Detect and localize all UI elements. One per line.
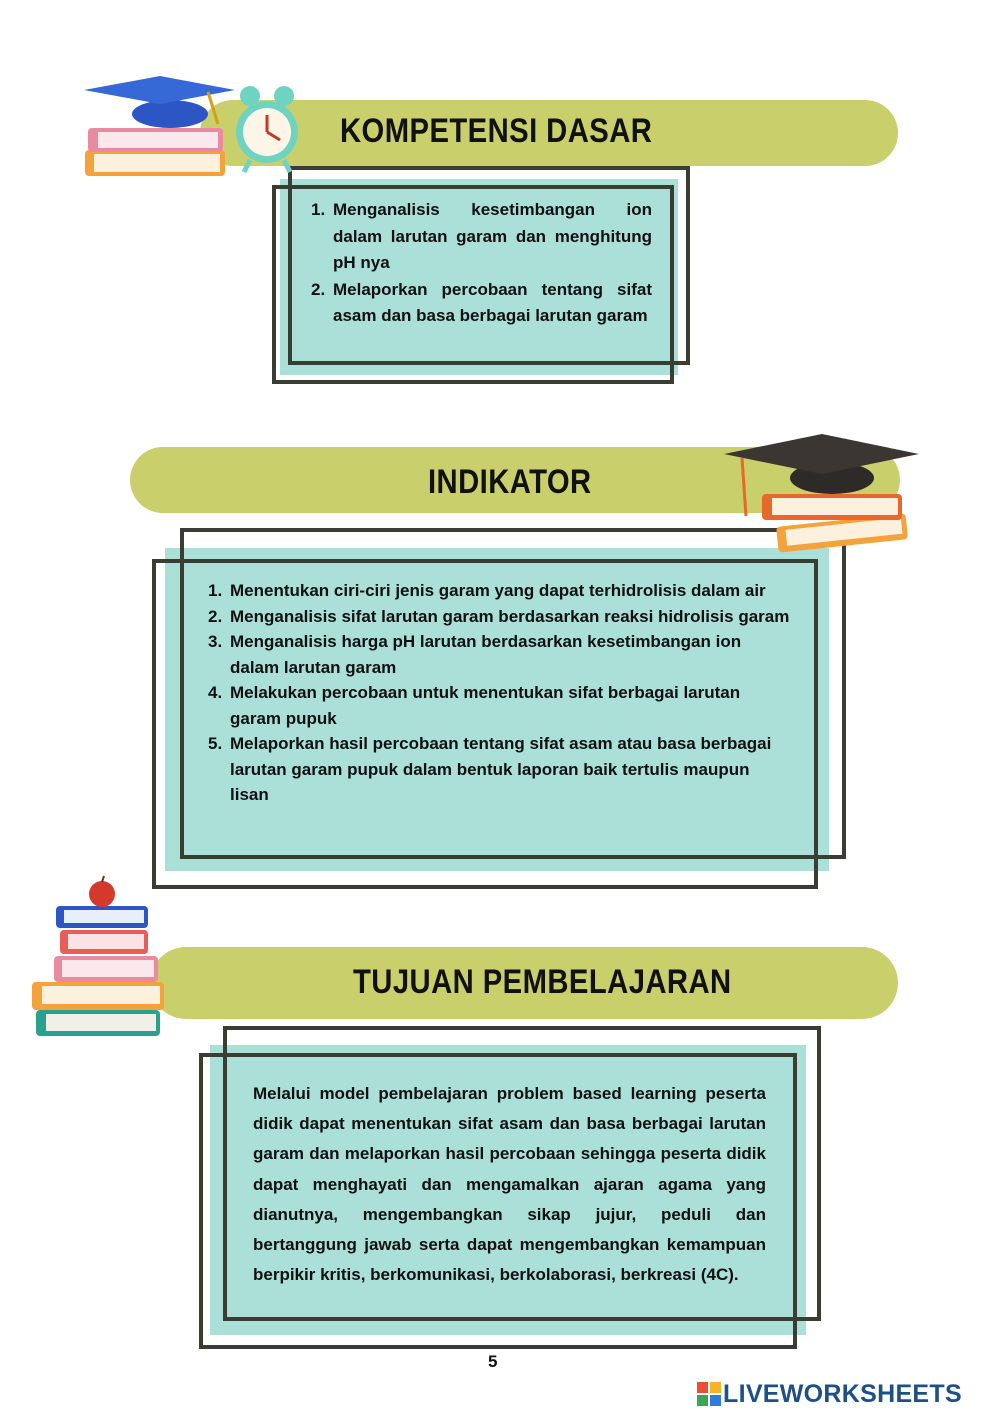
- item-number: 3.: [208, 632, 223, 651]
- indikator-title: INDIKATOR: [428, 463, 592, 501]
- list-item: [208, 604, 792, 630]
- item-number: 2.: [311, 279, 326, 299]
- liveworksheets-brand: [697, 1376, 962, 1412]
- item-number: 1.: [208, 581, 223, 600]
- item-number: 2.: [208, 606, 223, 626]
- list-item: [208, 680, 792, 731]
- brand-name: LIVEWORKSHEETS: [723, 1379, 962, 1408]
- list-item: [208, 629, 792, 680]
- item-text: Menganalisis kesetimbangan ion dalam larutan garam dan menghitung pH nya: [333, 200, 652, 272]
- alarm-clock-icon: [232, 82, 302, 177]
- indikator-list: [208, 578, 792, 808]
- tujuan-paragraph: Melalui model pembelajaran problem based learning peserta didik dapat menentukan sifat asam dan basa berbagai larutan garam dan melaporkan hasil percobaan sehingga peserta didik dapat menghayati dan mengamalkan ajaran agama yang dianutnya, mengembangkan sikap jujur, peduli dan bertanggung jawab serta dapat mengembangkan kemampuan berpikir kritis, berkomunikasi, berkolaborasi, berkreasi (4C).: [253, 1084, 766, 1285]
- kompetensi-title: KOMPETENSI DASAR: [340, 112, 653, 150]
- list-item: [311, 277, 652, 330]
- graduation-cap-books-icon: [80, 70, 240, 190]
- item-number: 4.: [208, 683, 223, 702]
- book-stack-apple-icon: [30, 880, 170, 1045]
- graduation-cap-books-icon: [722, 432, 922, 557]
- item-text: Melakukan percobaan untuk menentukan sifat berbagai larutan garam pupuk: [230, 683, 741, 728]
- item-text: Melaporkan percobaan tentang sifat asam dan basa berbagai larutan garam: [333, 279, 652, 325]
- item-text: Menganalisis harga pH larutan berdasarkan kesetimbangan ion dalam larutan garam: [230, 632, 742, 677]
- item-text: Menganalisis sifat larutan garam berdasarkan reaksi hidrolisis garam: [230, 606, 790, 626]
- item-text: Melaporkan hasil percobaan tentang sifat asam atau basa berbagai larutan garam pupuk dalam bentuk laporan baik tertulis maupun lisan: [230, 734, 772, 804]
- item-number: 5.: [208, 734, 223, 753]
- list-item: [208, 578, 792, 604]
- page-number: 5: [488, 1352, 498, 1371]
- tujuan-title: TUJUAN PEMBELAJARAN: [353, 963, 732, 1001]
- kompetensi-list: [311, 197, 652, 330]
- list-item: [208, 731, 792, 808]
- list-item: [311, 197, 652, 277]
- item-text: Menentukan ciri-ciri jenis garam yang dapat terhidrolisis dalam air: [230, 581, 766, 600]
- liveworksheets-logo-icon: [697, 1382, 721, 1406]
- item-number: 1.: [311, 200, 326, 219]
